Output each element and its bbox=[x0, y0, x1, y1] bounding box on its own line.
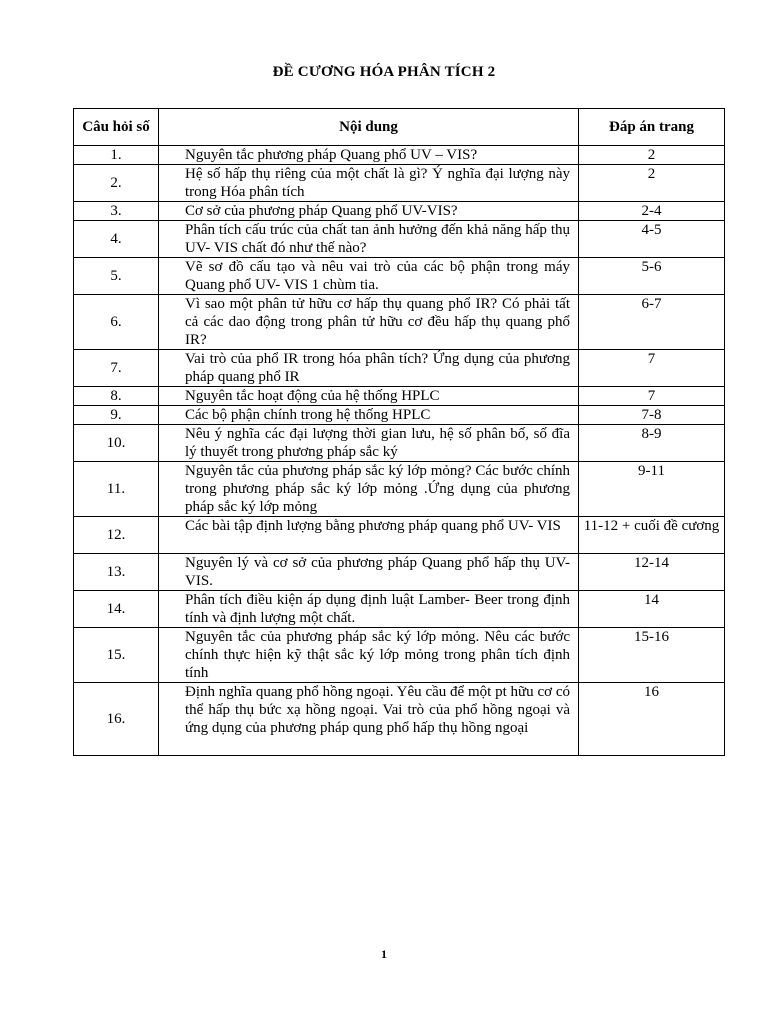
table-row bbox=[74, 683, 725, 756]
table-row bbox=[74, 425, 725, 462]
question-content: Hệ số hấp thụ riêng của một chất là gì? Ý nghĩa đại lượng này trong Hóa phân tích bbox=[159, 165, 579, 202]
question-number: 7. bbox=[74, 350, 159, 387]
question-content: Nguyên tắc của phương pháp sắc ký lớp mỏng. Nêu các bước chính thực hiện kỹ thật sắc ký lớp mỏng trong phân tích định tính bbox=[159, 628, 579, 683]
question-content: Các bộ phận chính trong hệ thống HPLC bbox=[159, 406, 579, 425]
answer-page: 7 bbox=[579, 350, 725, 387]
answer-page: 7 bbox=[579, 387, 725, 406]
table-row bbox=[74, 221, 725, 258]
question-number: 10. bbox=[74, 425, 159, 462]
table-row bbox=[74, 350, 725, 387]
question-content: Nguyên lý và cơ sở của phương pháp Quang phổ hấp thụ UV-VIS. bbox=[159, 554, 579, 591]
question-number: 16. bbox=[74, 683, 159, 756]
answer-page: 12-14 bbox=[579, 554, 725, 591]
question-number: 11. bbox=[74, 462, 159, 517]
answer-page: 4-5 bbox=[579, 221, 725, 258]
question-content: Nguyên tắc hoạt động của hệ thống HPLC bbox=[159, 387, 579, 406]
table-row bbox=[74, 462, 725, 517]
question-content: Cơ sở của phương pháp Quang phổ UV-VIS? bbox=[159, 202, 579, 221]
table-row bbox=[74, 387, 725, 406]
question-number: 5. bbox=[74, 258, 159, 295]
answer-page: 11-12 + cuối đề cương bbox=[579, 517, 725, 554]
table-row bbox=[74, 202, 725, 221]
question-content: Nguyên tắc phương pháp Quang phổ UV – VIS? bbox=[159, 146, 579, 165]
question-number: 4. bbox=[74, 221, 159, 258]
answer-page: 2 bbox=[579, 165, 725, 202]
question-content: Định nghĩa quang phổ hồng ngoại. Yêu cầu để một pt hữu cơ có thể hấp thụ bức xạ hồng ngoại. Vai trò của phổ hồng ngoại và ứng dụng của phương pháp qung phổ hấp thụ hồng ngoại bbox=[159, 683, 579, 756]
question-content: Nguyên tắc của phương pháp sắc ký lớp mỏng? Các bước chính trong phương pháp sắc ký lớp mỏng .Ứng dụng của phương pháp sắc ký lớp mỏng bbox=[159, 462, 579, 517]
page-number: 1 bbox=[381, 947, 387, 961]
table-row bbox=[74, 628, 725, 683]
question-content: Các bài tập định lượng bằng phương pháp quang phổ UV- VIS bbox=[159, 517, 579, 554]
question-content: Phân tích cấu trúc của chất tan ảnh hưởng đến khả năng hấp thụ UV- VIS chất đó như thế nào? bbox=[159, 221, 579, 258]
question-number: 3. bbox=[74, 202, 159, 221]
question-content: Nêu ý nghĩa các đại lượng thời gian lưu, hệ số phân bố, số đĩa lý thuyết trong phương pháp sắc ký bbox=[159, 425, 579, 462]
header-question-no: Câu hỏi số bbox=[74, 109, 159, 146]
table-header-row bbox=[74, 109, 725, 146]
question-number: 15. bbox=[74, 628, 159, 683]
question-number: 13. bbox=[74, 554, 159, 591]
answer-page: 2-4 bbox=[579, 202, 725, 221]
table-row bbox=[74, 165, 725, 202]
question-content: Phân tích điều kiện áp dụng định luật Lamber- Beer trong định tính và định lượng một chất. bbox=[159, 591, 579, 628]
question-number: 2. bbox=[74, 165, 159, 202]
answer-page: 6-7 bbox=[579, 295, 725, 350]
table-row bbox=[74, 295, 725, 350]
answer-page: 7-8 bbox=[579, 406, 725, 425]
answer-page: 5-6 bbox=[579, 258, 725, 295]
answer-page: 2 bbox=[579, 146, 725, 165]
table-row bbox=[74, 406, 725, 425]
table-row bbox=[74, 146, 725, 165]
header-answer-page: Đáp án trang bbox=[579, 109, 725, 146]
answer-page: 9-11 bbox=[579, 462, 725, 517]
answer-page: 8-9 bbox=[579, 425, 725, 462]
answer-page: 14 bbox=[579, 591, 725, 628]
question-number: 14. bbox=[74, 591, 159, 628]
answer-page: 15-16 bbox=[579, 628, 725, 683]
outline-table bbox=[73, 108, 725, 756]
table-row bbox=[74, 517, 725, 554]
question-number: 6. bbox=[74, 295, 159, 350]
table-row bbox=[74, 554, 725, 591]
question-number: 12. bbox=[74, 517, 159, 554]
question-content: Vẽ sơ đồ cấu tạo và nêu vai trò của các bộ phận trong máy Quang phổ UV- VIS 1 chùm tia. bbox=[159, 258, 579, 295]
document-title: ĐỀ CƯƠNG HÓA PHÂN TÍCH 2 bbox=[272, 64, 496, 80]
answer-page: 16 bbox=[579, 683, 725, 756]
question-content: Vai trò của phổ IR trong hóa phân tích? Ứng dụng của phương pháp quang phổ IR bbox=[159, 350, 579, 387]
table-row bbox=[74, 258, 725, 295]
question-number: 8. bbox=[74, 387, 159, 406]
question-number: 9. bbox=[74, 406, 159, 425]
header-content: Nội dung bbox=[159, 109, 579, 146]
table-row bbox=[74, 591, 725, 628]
question-number: 1. bbox=[74, 146, 159, 165]
question-content: Vì sao một phân tử hữu cơ hấp thụ quang phổ IR? Có phải tất cả các dao động trong phân tử hữu cơ đều hấp thụ quang phổ IR? bbox=[159, 295, 579, 350]
